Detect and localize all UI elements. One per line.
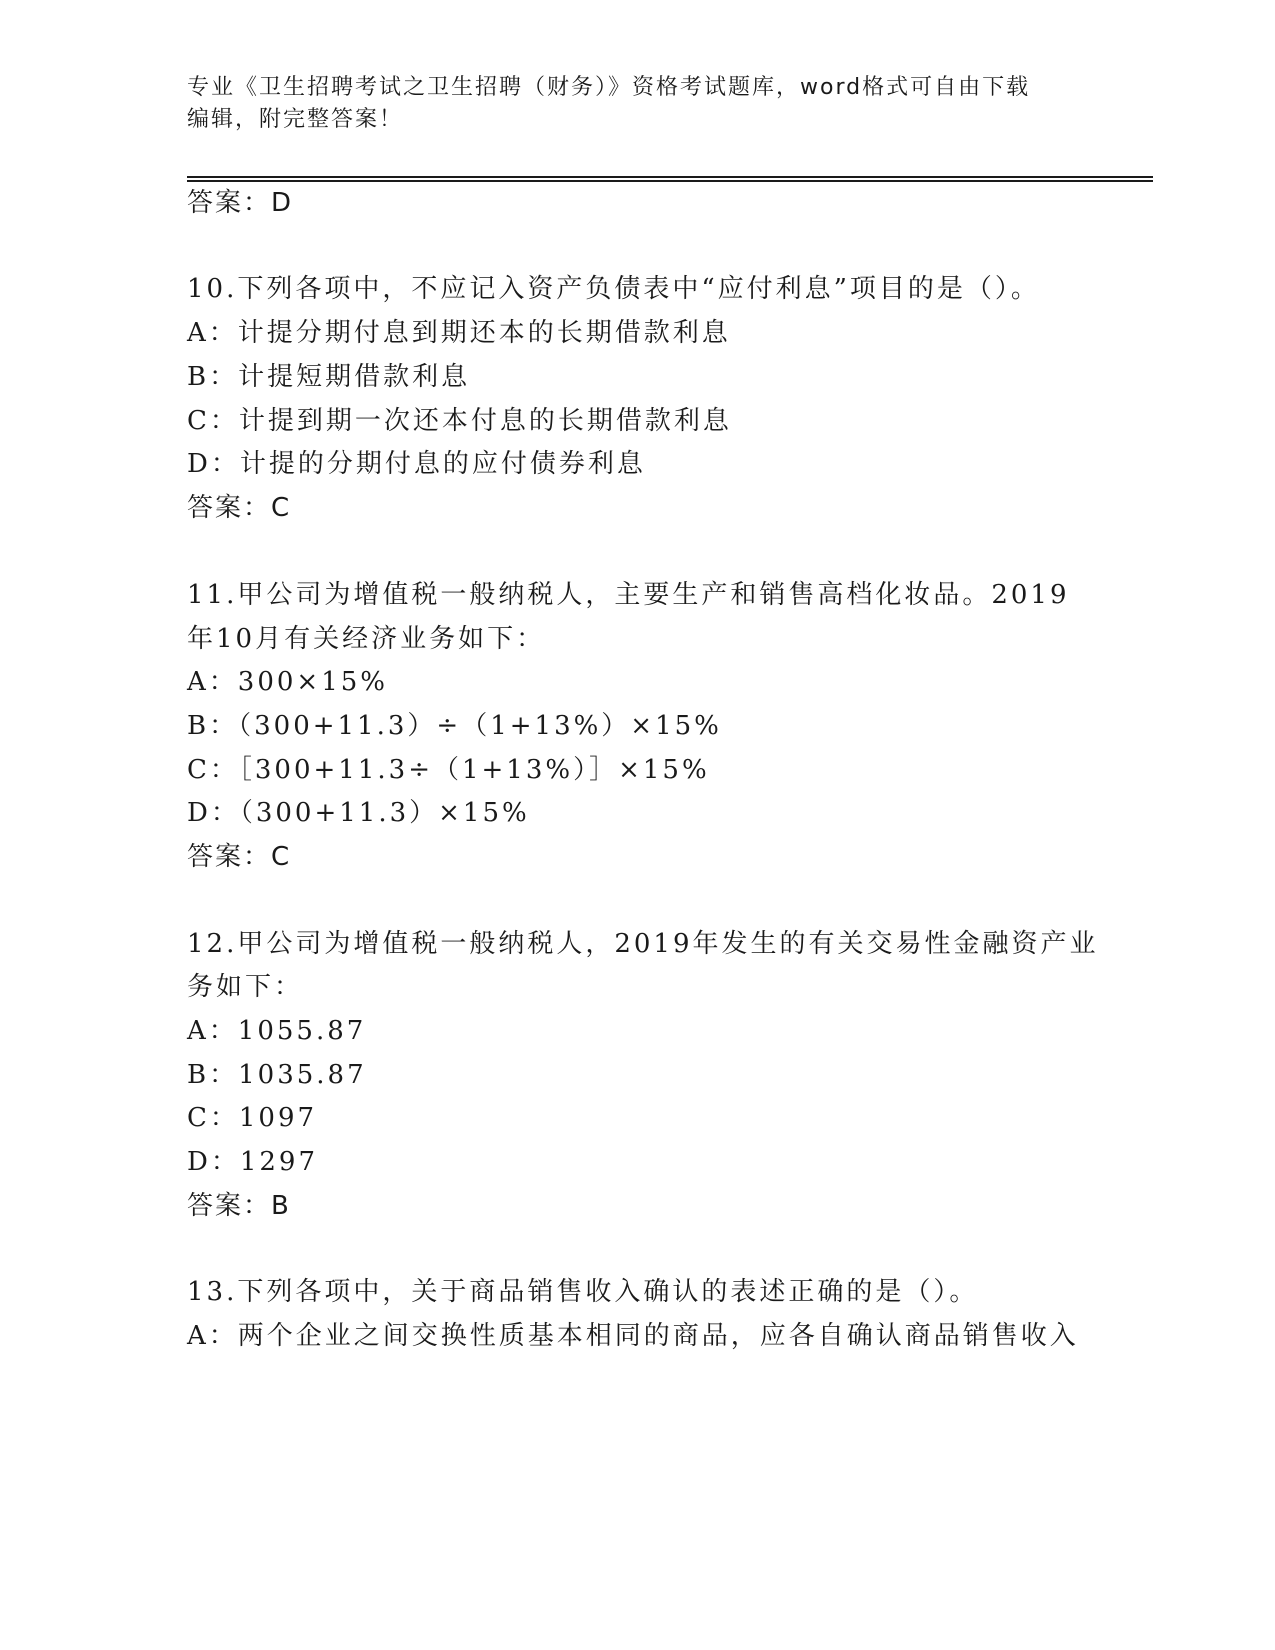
question-13-stem: 13.下列各项中，关于商品销售收入确认的表述正确的是（）。 [187, 1277, 979, 1307]
question-11-stem-line-2: 年10月有关经济业务如下： [187, 624, 546, 654]
question-10-option-b: B：计提短期借款利息 [187, 362, 471, 392]
question-13-option-a: A：两个企业之间交换性质基本相同的商品，应各自确认商品销售收入 [187, 1321, 1079, 1351]
header-line-1: 专业《卫生招聘考试之卫生招聘（财务）》资格考试题库，word格式可自由下载 [187, 75, 1031, 100]
answer-previous: 答案：D [187, 188, 294, 218]
question-11-option-d: D：（300+11.3）×15% [187, 798, 530, 828]
question-12-stem-line-1: 12.甲公司为增值税一般纳税人，2019年发生的有关交易性金融资产业 [187, 929, 1099, 959]
question-10-answer: 答案：C [187, 493, 292, 523]
question-10-option-d: D：计提的分期付息的应付债券利息 [187, 449, 646, 479]
header-line-2: 编辑，附完整答案！ [187, 107, 404, 132]
question-10-option-a: A：计提分期付息到期还本的长期借款利息 [187, 318, 731, 348]
question-12-answer: 答案：B [187, 1191, 291, 1221]
question-11-option-b: B：（300+11.3）÷（1+13%）×15% [187, 711, 722, 741]
page-header [187, 72, 1067, 136]
question-12-option-c: C：1097 [187, 1103, 318, 1133]
header-divider [187, 176, 1153, 182]
question-12-option-b: B：1035.87 [187, 1060, 367, 1090]
question-11-option-a: A：300×15% [187, 667, 388, 697]
question-10-stem: 10.下列各项中，不应记入资产负债表中“应付利息”项目的是（）。 [187, 274, 1040, 304]
question-11-answer: 答案：C [187, 842, 292, 872]
question-12-option-d: D：1297 [187, 1147, 319, 1177]
document-page [187, 0, 1153, 1650]
question-12-stem-line-2: 务如下： [187, 972, 304, 1002]
question-11-option-c: C：［300+11.3÷（1+13%）］×15% [187, 755, 710, 785]
question-12-option-a: A：1055.87 [187, 1016, 367, 1046]
question-11-stem-line-1: 11.甲公司为增值税一般纳税人，主要生产和销售高档化妆品。2019 [187, 580, 1070, 610]
question-10-option-c: C：计提到期一次还本付息的长期借款利息 [187, 406, 732, 436]
